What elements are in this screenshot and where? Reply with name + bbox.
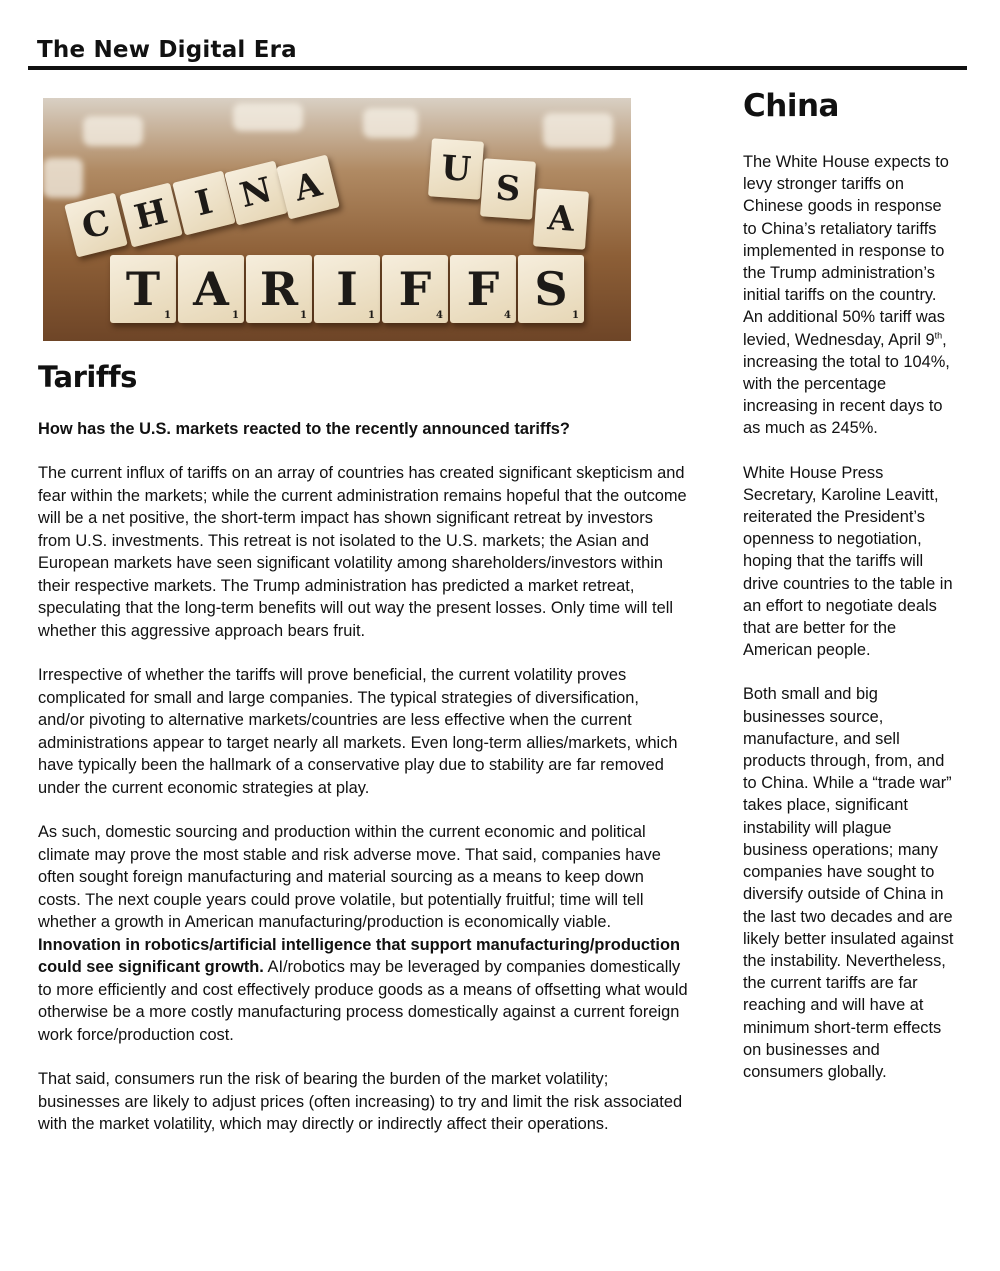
sidebar-paragraph-text: The White House expects to levy stronger tariffs on Chinese goods in response to China’s retaliatory tariffs implemented in response to the Trump administration’s initial tariffs on the country. An additional 50% tariff was levied, Wednesday, April 9 xyxy=(743,153,949,349)
sidebar-paragraph: White House Press Secretary, Karoline Leavitt, reiterated the President’s openness to negotiation, hoping that the tariffs will drive countries to the table in an effort to negotiate deals that are better for the American people. xyxy=(743,463,953,660)
article-highlight-text: Innovation in robotics/artificial intelligence that support manufacturing/production could see significant growth. xyxy=(38,935,680,976)
letter-tile: U xyxy=(428,138,484,199)
letter-tile: S 1 xyxy=(518,255,584,323)
article-paragraph-text: AI/robotics may be leveraged by companies domestically to more efficiently and cost effectively produce goods as a means of offsetting what would otherwise be a more costly manufacturing process domestically against a current foreign work force/production cost. xyxy=(38,958,688,1044)
ordinal-suffix: th xyxy=(934,330,943,341)
masthead-rule xyxy=(28,66,967,70)
hero-image-scrabble-tiles xyxy=(43,98,631,341)
letter-tile: I 1 xyxy=(314,255,380,323)
letter-tile: F 4 xyxy=(450,255,516,323)
letter-tile: T 1 xyxy=(110,255,176,323)
sidebar-paragraph xyxy=(743,151,955,440)
sidebar-body xyxy=(743,151,955,1105)
letter-tile: C xyxy=(64,193,128,258)
article-body xyxy=(38,462,688,1158)
letter-tile: R 1 xyxy=(246,255,312,323)
letter-tile: H xyxy=(119,183,183,248)
letter-tile: F 4 xyxy=(382,255,448,323)
article-paragraph: The current influx of tariffs on an array of countries has created significant skepticism and fear within the markets; while the current administration remains hopeful that the outcome will be a net positive, the short-term impact has shown significant retreat by investors from U.S. investments. This retreat is not isolated to the U.S. markets; the Asian and European markets have seen significant volatility among shareholders/investors within their respective markets. The Trump administration has predicted a market retreat, speculating that the long-term benefits will out way the present losses. Only time will tell whether this aggressive approach bears fruit. xyxy=(38,464,687,640)
article-heading: Tariffs xyxy=(38,360,137,394)
sidebar-heading: China xyxy=(743,88,839,124)
article-question: How has the U.S. markets reacted to the recently announced tariffs? xyxy=(38,420,570,438)
sidebar-paragraph: Both small and big businesses source, manufacture, and sell products through, from, and to China. While a “trade war” takes place, significant instability will plague business operations; many companies have sought to diversify outside of China in the last two decades and are likely better insulated against the instability. Nevertheless, the current tariffs are far reaching and will have at minimum short-term effects on businesses and consumers globally. xyxy=(743,685,954,1081)
masthead-title: The New Digital Era xyxy=(37,37,297,63)
article-paragraph: That said, consumers run the risk of bearing the burden of the market volatility; businesses are likely to adjust prices (often increasing) to try and limit the risk associated with the market volatility, which may directly or indirectly affect their operations. xyxy=(38,1070,683,1133)
letter-tile: N xyxy=(224,161,288,226)
letter-tile: S xyxy=(480,158,536,219)
article-paragraph-text: As such, domestic sourcing and production within the current economic and political climate may prove the most stable and risk adverse move. That said, companies have often sought foreign manufacturing and material sourcing as a means to keep down costs. The next couple years could prove volatile, but potentially fruitful; time will tell whether a growth in American manufacturing/production is economically viable. xyxy=(38,823,661,931)
letter-tile: A xyxy=(276,155,340,220)
letter-tile: A 1 xyxy=(178,255,244,323)
letter-tile: I xyxy=(172,171,236,236)
article-paragraph xyxy=(38,821,688,1046)
letter-tile: A xyxy=(533,188,589,249)
article-paragraph: Irrespective of whether the tariffs will prove beneficial, the current volatility proves complicated for small and large companies. The typical strategies of diversification, and/or pivoting to alternative markets/countries are less effective when the current administrations appear to target nearly all markets. Even long-term allies/markets, which have typically been the hallmark of a conservative play due to stability are far removed under the current economic strategies at play. xyxy=(38,666,678,797)
sidebar-paragraph-text: , increasing the total to 104%, with the percentage increasing in recent days to as much as 245%. xyxy=(743,330,950,438)
